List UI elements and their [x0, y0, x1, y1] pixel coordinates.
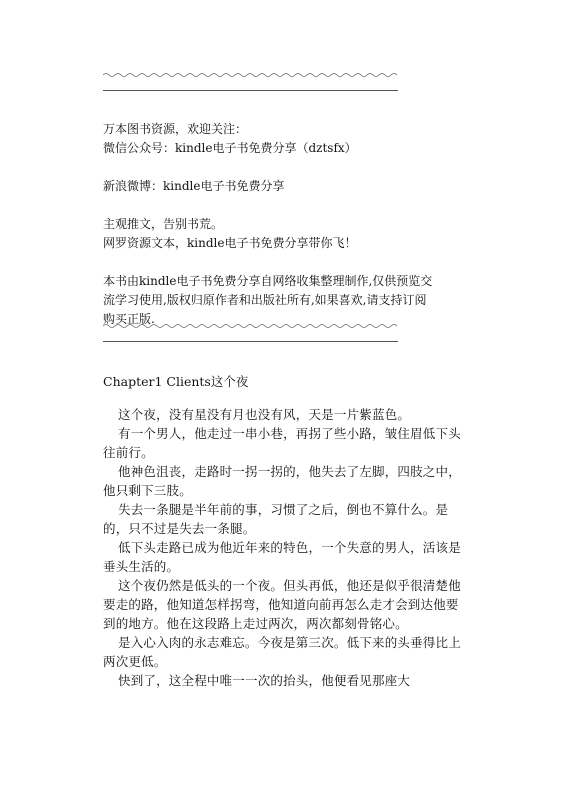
paragraph: 是入心入肉的永志难忘。今夜是第三次。低下来的头垂得比上两次更低。: [103, 635, 461, 669]
chapter-body: [103, 405, 468, 690]
straight-rule: [103, 341, 398, 342]
intro-line: 新浪微博：kindle电子书免费分享: [103, 179, 285, 193]
straight-rule: [103, 90, 398, 91]
paragraph: 快到了，这全程中唯一一次的抬头，他便看见那座大: [118, 673, 411, 688]
paragraph: 这个夜，没有星没有月也没有风，天是一片紫蓝色。: [118, 407, 411, 422]
paragraph: 有一个男人，他走过一串小巷，再拐了些小路，皱住眉低下头往前行。: [103, 426, 461, 460]
resource-intro: [103, 120, 433, 329]
chapter-title: Chapter1 Clients这个夜: [103, 374, 249, 389]
wavy-rule: [103, 323, 398, 329]
intro-line: 万本图书资源，欢迎关注：: [103, 122, 248, 136]
paragraph: 失去一条腿是半年前的事，习惯了之后，倒也不算什么。是的，只不过是失去一条腿。: [103, 502, 449, 536]
middle-divider: [103, 323, 398, 342]
copyright-notice: 本书由kindle电子书免费分享自网络收集整理制作,仅供预览交流学习使用,版权归原作者和出版社所有,如果喜欢,请支持订阅购买正版.: [103, 274, 433, 326]
paragraph: 低下头走路已成为他近年来的特色，一个失意的男人，活该是垂头生活的。: [103, 540, 461, 574]
wavy-rule: [103, 72, 398, 78]
intro-line: 网罗资源文本，kindle电子书免费分享带你飞！: [103, 236, 357, 250]
intro-line: 微信公众号：kindle电子书免费分享（dztsfx）: [103, 141, 357, 155]
paragraph: 这个夜仍然是低头的一个夜。但头再低，他还是似乎很清楚他要走的路，他知道怎样拐弯，他知道向前再怎么走才会到达他要到的地方。他在这段路上走过两次，两次都刻骨铭心。: [103, 578, 461, 631]
top-divider: [103, 72, 398, 91]
intro-line: 主观推文，告别书荒。: [103, 217, 224, 231]
paragraph: 他神色沮丧，走路时一拐一拐的，他失去了左脚，四肢之中，他只剩下三肢。: [103, 464, 461, 498]
